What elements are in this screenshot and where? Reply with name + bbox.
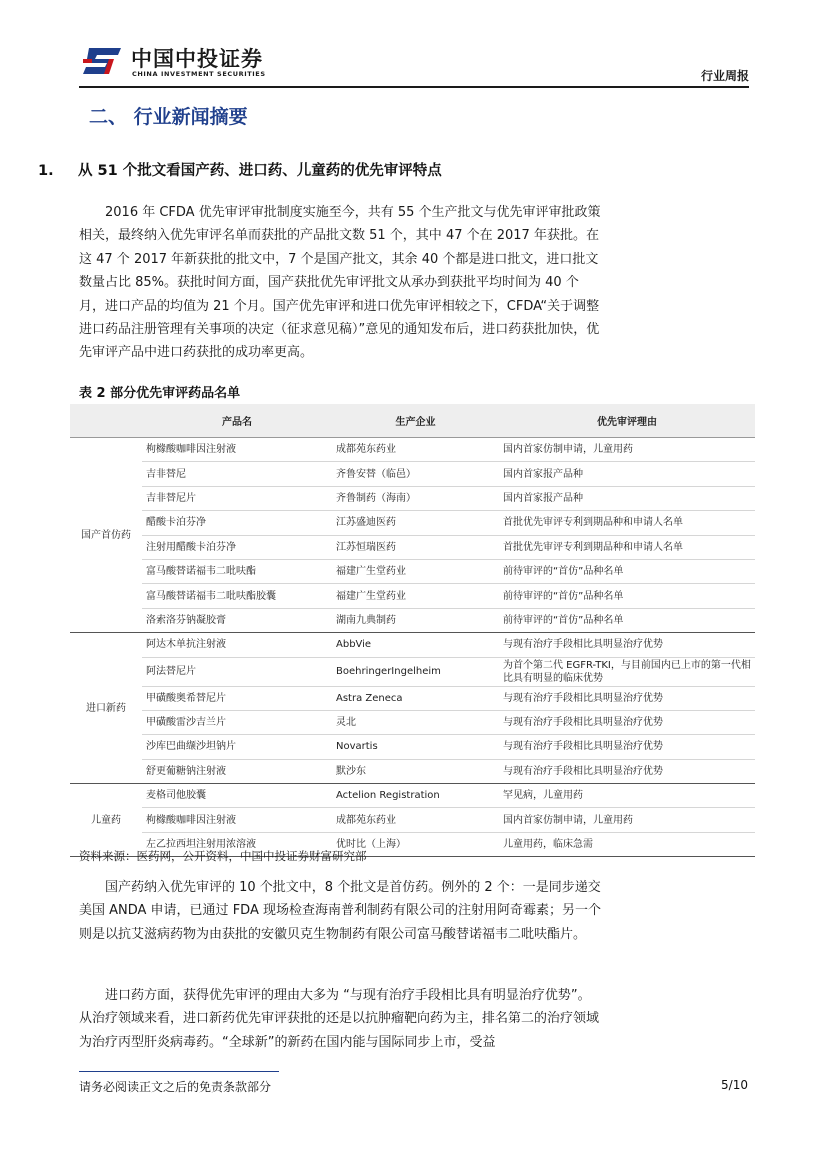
product-name: 富马酸替诺福韦二吡呋酯胶囊 — [142, 584, 332, 608]
review-reason: 国内首家仿制申请，儿童用药 — [499, 808, 755, 832]
paragraph-3 — [79, 984, 603, 1054]
header-divider — [79, 86, 749, 88]
manufacturer: 灵北 — [332, 710, 499, 734]
brand-name-en: CHINA INVESTMENT SECURITIES — [132, 70, 266, 78]
manufacturer: 优时比（上海） — [332, 832, 499, 856]
table-caption: 表 2 部分优先审评药品名单 — [79, 386, 241, 401]
table-row — [70, 808, 755, 832]
column-header-product: 产品名 — [142, 404, 332, 438]
manufacturer: 成都苑东药业 — [332, 438, 499, 462]
table-row — [70, 608, 755, 632]
product-name: 沙库巴曲缬沙坦钠片 — [142, 735, 332, 759]
review-reason: 国内首家报产品种 — [499, 462, 755, 486]
company-logo-icon — [83, 46, 123, 76]
table-source: 资料来源：医药网，公开资料，中国中投证券财富研究部 — [79, 849, 367, 863]
review-reason: 罕见病，儿童用药 — [499, 784, 755, 808]
product-name: 甲磺酸雷沙吉兰片 — [142, 710, 332, 734]
table-row — [70, 438, 755, 462]
table-row — [70, 511, 755, 535]
product-name: 左乙拉西坦注射用浓溶液 — [142, 832, 332, 856]
product-name: 枸橼酸咖啡因注射液 — [142, 808, 332, 832]
priority-review-table — [70, 404, 755, 857]
table-row — [70, 535, 755, 559]
footer-divider — [79, 1071, 279, 1072]
review-reason: 与现有治疗手段相比具明显治疗优势 — [499, 710, 755, 734]
review-reason: 与现有治疗手段相比具明显治疗优势 — [499, 759, 755, 783]
product-name: 吉非替尼 — [142, 462, 332, 486]
product-name: 枸橼酸咖啡因注射液 — [142, 438, 332, 462]
manufacturer: 成都苑东药业 — [332, 808, 499, 832]
manufacturer: AbbVie — [332, 633, 499, 657]
page-header — [79, 40, 749, 88]
review-reason: 首批优先审评专利到期品种和申请人名单 — [499, 535, 755, 559]
paragraph-3-text: 进口药方面，获得优先审评的理由大多为 “与现有治疗手段相比具有明显治疗优势”。从治疗领域来看，进口新药优先审评获批的还是以抗肿瘤靶向药为主，排名第二的治疗领域为治疗丙型肝炎病毒药。“全球新”的新药在国内能与国际同步上市，受益 — [79, 988, 600, 1050]
disclaimer-note: 请务必阅读正文之后的免责条款部分 — [79, 1080, 272, 1094]
review-reason: 国内首家仿制申请，儿童用药 — [499, 438, 755, 462]
table-row — [70, 559, 755, 583]
review-reason: 为首个第二代 EGFR-TKI，与目前国内已上市的第一代相比具有明显的临床优势 — [499, 657, 755, 686]
review-reason: 儿童用药，临床急需 — [499, 832, 755, 856]
product-name: 富马酸替诺福韦二吡呋酯 — [142, 559, 332, 583]
subsection-heading — [38, 159, 442, 180]
page-number: 5/10 — [721, 1078, 748, 1092]
review-reason: 与现有治疗手段相比具明显治疗优势 — [499, 686, 755, 710]
manufacturer: 江苏盛迪医药 — [332, 511, 499, 535]
column-header-reason: 优先审评理由 — [499, 404, 755, 438]
review-reason: 前待审评的“首仿”品种名单 — [499, 608, 755, 632]
manufacturer: BoehringerIngelheim — [332, 657, 499, 686]
review-reason: 与现有治疗手段相比具明显治疗优势 — [499, 633, 755, 657]
table-row — [70, 710, 755, 734]
table-row — [70, 462, 755, 486]
manufacturer: 湖南九典制药 — [332, 608, 499, 632]
manufacturer: 福建广生堂药业 — [332, 559, 499, 583]
manufacturer: Novartis — [332, 735, 499, 759]
product-name: 洛索洛芬钠凝胶膏 — [142, 608, 332, 632]
brand-name-cn: 中国中投证券 — [131, 47, 263, 71]
table-row — [70, 584, 755, 608]
column-header-manufacturer: 生产企业 — [332, 404, 499, 438]
table-row — [70, 657, 755, 686]
table-row — [70, 759, 755, 783]
manufacturer: 福建广生堂药业 — [332, 584, 499, 608]
review-reason: 前待审评的“首仿”品种名单 — [499, 559, 755, 583]
paragraph-1-text: 2016 年 CFDA 优先审评审批制度实施至今，共有 55 个生产批文与优先审评审批政策相关，最终纳入优先审评名单而获批的产品批文数 51 个，其中 47 个在 2017 年获批。在这 47 个 2017 年新获批的批文中，7 个是国产批文，其余 40 个都是进口批文，进口批文数量占比 85%。获批时间方面，国产获批优先审评批文从承办到获批平均时间为 40 个月，进口产品的均值为 21 个月。国产优先审评和进口优先审评相较之下，CFDA“关于调整进口药品注册管理有关事项的决定（征求意见稿）”意见的通知发布后，进口药获批加快，优先审评产品中进口药获批的成功率更高。 — [79, 205, 601, 361]
report-type: 行业周报 — [700, 69, 749, 83]
product-name: 注射用醋酸卡泊芬净 — [142, 535, 332, 559]
manufacturer: Actelion Registration — [332, 784, 499, 808]
section-title: 二、 行业新闻摘要 — [89, 106, 248, 128]
table-header-row — [70, 404, 755, 438]
manufacturer: Astra Zeneca — [332, 686, 499, 710]
manufacturer: 齐鲁制药（海南） — [332, 486, 499, 510]
review-reason: 首批优先审评专利到期品种和申请人名单 — [499, 511, 755, 535]
review-reason: 与现有治疗手段相比具明显治疗优势 — [499, 735, 755, 759]
product-name: 甲磺酸奥希替尼片 — [142, 686, 332, 710]
group-label: 进口新药 — [70, 633, 142, 784]
group-label: 国产首仿药 — [70, 438, 142, 633]
table-row — [70, 686, 755, 710]
product-name: 吉非替尼片 — [142, 486, 332, 510]
table-row — [70, 486, 755, 510]
paragraph-2 — [79, 876, 603, 946]
product-name: 舒更葡糖钠注射液 — [142, 759, 332, 783]
review-reason: 前待审评的“首仿”品种名单 — [499, 584, 755, 608]
manufacturer: 江苏恒瑞医药 — [332, 535, 499, 559]
product-name: 醋酸卡泊芬净 — [142, 511, 332, 535]
table-row — [70, 784, 755, 808]
product-name: 阿达木单抗注射液 — [142, 633, 332, 657]
table-row — [70, 633, 755, 657]
paragraph-1 — [79, 201, 603, 365]
manufacturer: 默沙东 — [332, 759, 499, 783]
paragraph-2-text: 国产药纳入优先审评的 10 个批文中，8 个批文是首仿药。例外的 2 个：一是同步递交美国 ANDA 申请，已通过 FDA 现场检查海南普利制药有限公司的注射用阿奇霉素；另一个则是以抗艾滋病药物为由获批的安徽贝克生物制药有限公司富马酸替诺福韦二吡呋酯片。 — [79, 880, 601, 942]
group-label: 儿童药 — [70, 784, 142, 857]
table-row — [70, 735, 755, 759]
review-reason: 国内首家报产品种 — [499, 486, 755, 510]
product-name: 麦格司他胶囊 — [142, 784, 332, 808]
manufacturer: 齐鲁安替（临邑） — [332, 462, 499, 486]
subsection-number: 1. — [38, 163, 54, 179]
product-name: 阿法替尼片 — [142, 657, 332, 686]
subsection-title: 从 51 个批文看国产药、进口药、儿童药的优先审评特点 — [78, 163, 442, 179]
